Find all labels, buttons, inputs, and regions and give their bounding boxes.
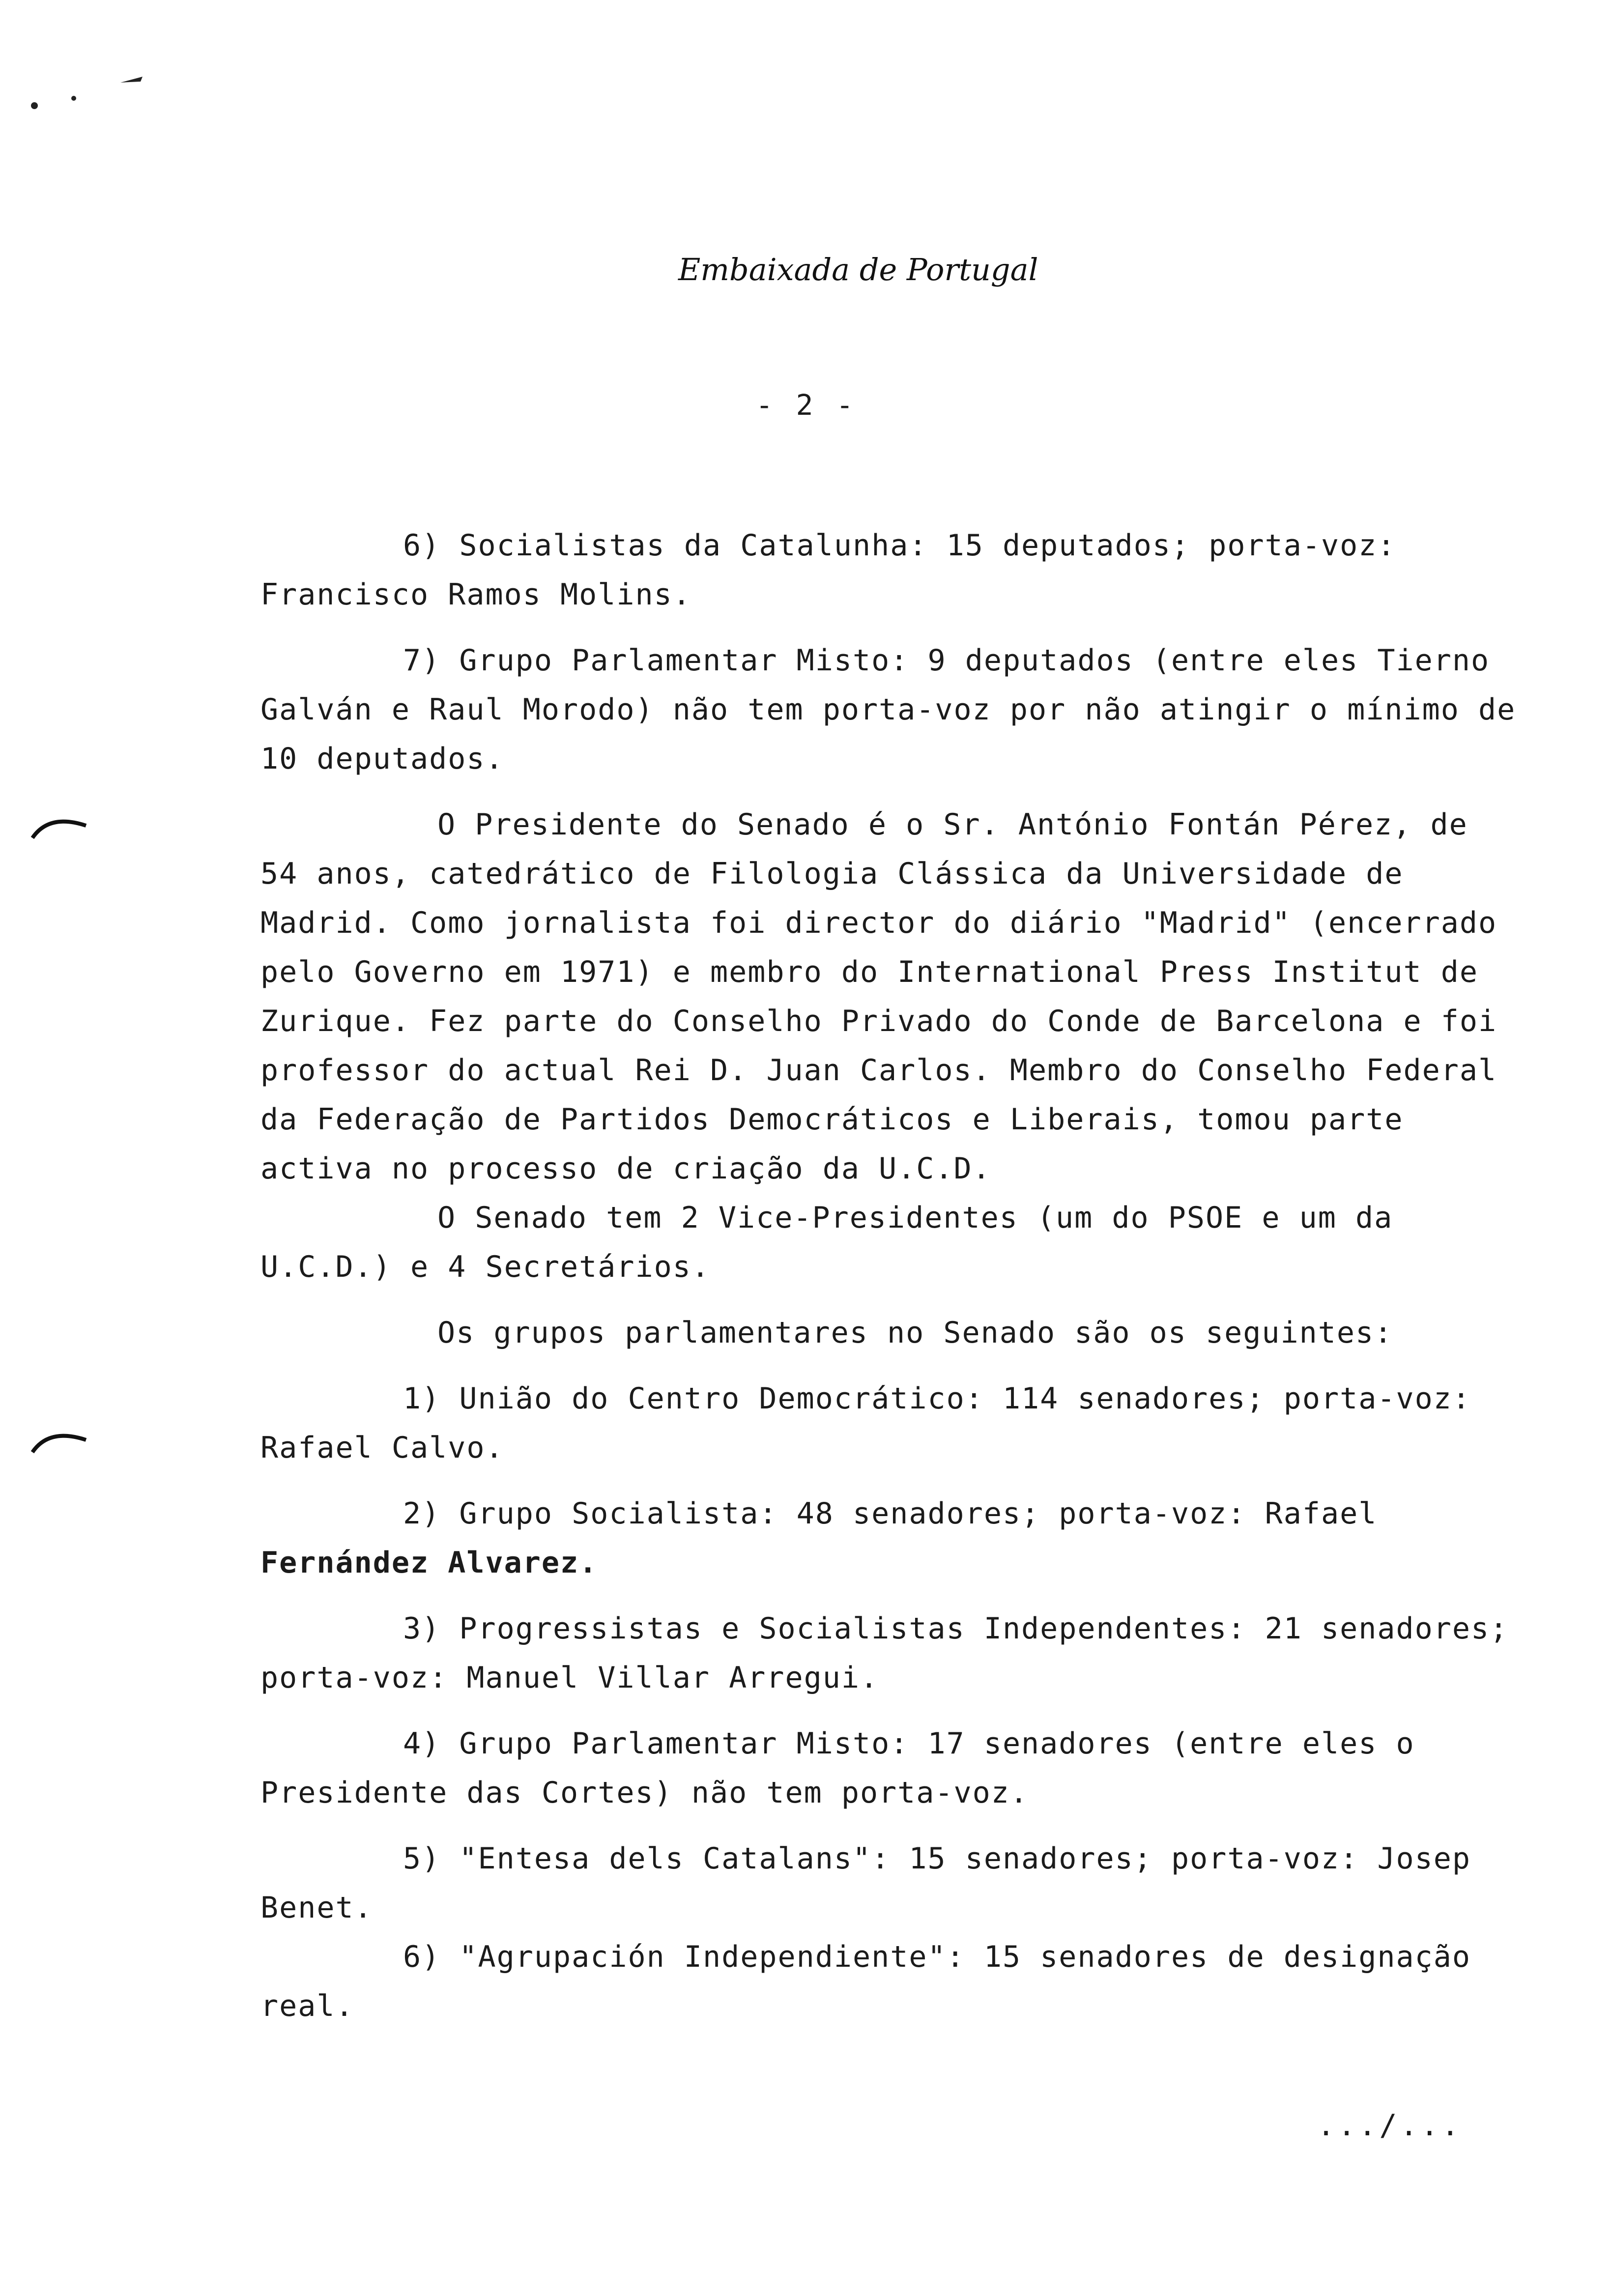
paragraph: 7) Grupo Parlamentar Misto: 9 deputados (entre eles Tierno Galván e Raul Morodo) não tem porta-voz por não atingir o mínimo de 10 deputados.: [260, 643, 1535, 776]
paragraph: 3) Progressistas e Socialistas Independentes: 21 senadores; porta-voz: Manuel Villar Arregui.: [260, 1611, 1527, 1695]
paragraph: O Presidente do Senado é o Sr. António Fontán Pérez, de 54 anos, catedrático de Filologia Clássica da Universidade de Madrid. Como jornalista foi director do diário "Madrid" (encerrado pelo Governo em 1971) e membro do International Press Institut de Zurique. Fez parte do Conselho Privado do Conde de Barcelona e foi professor do actual Rei D. Juan Carlos. Membro do Conselho Federal da Federação de Partidos Democráticos e Liberais, tomou parte activa no processo de criação da U.C.D.: [260, 807, 1516, 1186]
letterhead-text: Embaixada de Portugal: [678, 252, 1038, 287]
paragraph-bold-name: Fernández Alvarez.: [260, 1546, 598, 1580]
paragraph: 6) Socialistas da Catalunha: 15 deputados; porta-voz: Francisco Ramos Molins.: [260, 528, 1415, 612]
continuation-marker: .../...: [1317, 2108, 1462, 2143]
paragraph: 6) "Agrupación Independiente": 15 senadores de designação real.: [260, 1940, 1490, 2023]
punch-hole-mark-upper: [29, 811, 88, 840]
paragraph: Os grupos parlamentares no Senado são os seguintes:: [437, 1316, 1393, 1350]
paragraph: 2) Grupo Socialista: 48 senadores; porta-voz: Rafael: [403, 1496, 1378, 1531]
document-body: [260, 521, 1535, 2047]
corner-marks: [20, 69, 138, 118]
paragraph: 1) União do Centro Democrático: 114 senadores; porta-voz: Rafael Calvo.: [260, 1381, 1490, 1465]
page-number: - 2 -: [755, 388, 857, 422]
paragraph: 5) "Entesa dels Catalans": 15 senadores; porta-voz: Josep Benet.: [260, 1841, 1490, 1925]
paragraph: O Senado tem 2 Vice-Presidentes (um do PSOE e um da U.C.D.) e 4 Secretários.: [260, 1201, 1412, 1284]
paragraph: 4) Grupo Parlamentar Misto: 17 senadores (entre eles o Presidente das Cortes) não tem porta-voz.: [260, 1726, 1434, 1810]
letterhead: [673, 241, 1038, 300]
punch-hole-mark-lower: [29, 1425, 88, 1455]
